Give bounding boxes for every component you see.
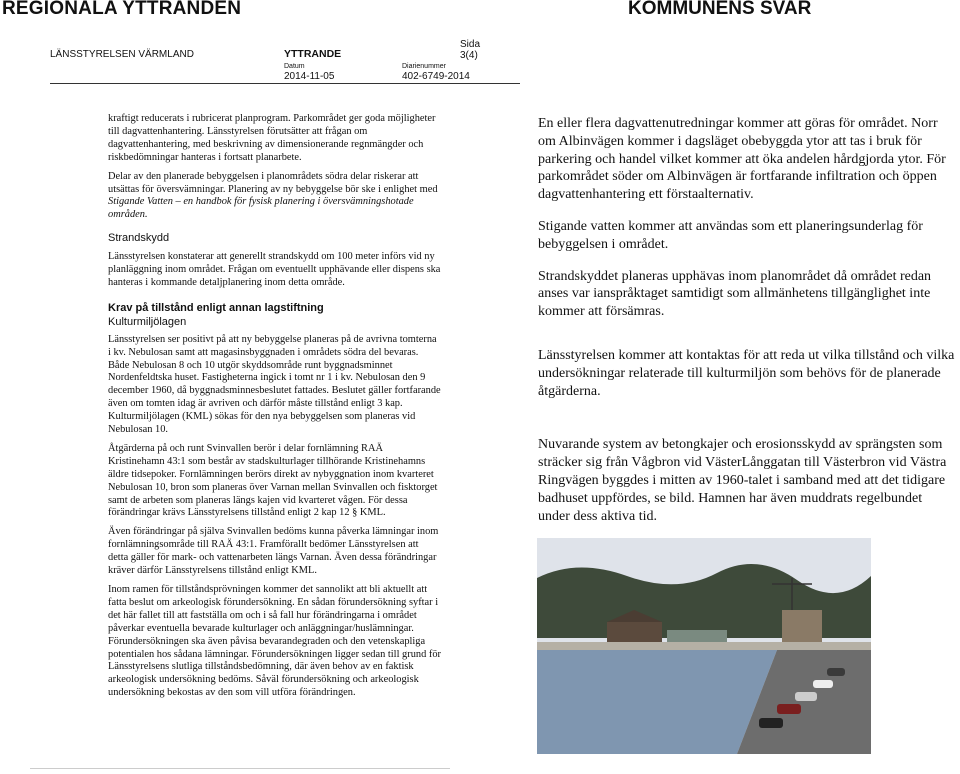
date-label: Datum	[284, 63, 305, 70]
heading-cultural-law: Kulturmiljölagen	[108, 315, 187, 328]
harbour-photo	[537, 538, 871, 754]
response-harbour: Nuvarande system av betongkajer och erosionsskydd av sprängsten som sträcker sig från Vågbron vid VästerLånggatan till Västerbron vid Västra Ringvägen byggdes i mitten av 1960-talet i samband med att det tidigare badhuset uppfördes, se bild. Hamnen har även muddrats regelbundet under dess aktiva tid.	[538, 437, 947, 524]
pier-building	[667, 630, 727, 644]
left-heading: REGIONALA YTTRANDEN	[2, 0, 242, 19]
heading-permits: Krav på tillstånd enligt annan lagstiftning	[108, 301, 324, 314]
paragraph-stormwater: kraftigt reducerats i rubricerat planprogram. Parkområdet ger goda möjligheter till dagvattenhantering. Länsstyrelsen förutsätter att frågan om dagvattenhantering, med beskrivning av dimensionerande regnmängder och riskbedömningar hanteras i fortsatt planarbete.	[108, 113, 436, 163]
harbour-water	[537, 650, 777, 754]
letterhead	[50, 38, 520, 84]
bathhouse-construction	[782, 610, 822, 644]
municipality-response	[538, 115, 956, 539]
heading-strandskydd: Strandskydd	[108, 232, 170, 245]
car	[827, 668, 845, 676]
paragraph-flooding	[108, 171, 441, 223]
car	[759, 718, 783, 728]
car	[777, 704, 801, 714]
paragraph-ancient-remains: Även förändringar på själva Svinvallen bedöms kunna påverka lämningar inom fornlämningsområde till RAÄ 43:1. Framförallt bedömer Länsstyrelsen att detta gäller för mark- och vattenarbeten längs Varnan. Även dessa förändringar kräver därför Länsstyrelsens tillstånd enligt KML.	[108, 526, 439, 577]
warehouse-building	[607, 622, 662, 644]
response-stormwater: En eller flera dagvattenutredningar kommer att göras för området. Norr om Albinvägen kommer i dagsläget obebyggda ytor att tas i bruk för parkering och handel vilket kommer att öka andelen hårdgjorda ytor. För parkområdet söder om Albinvägen är fortfarande infiltration och öppen dagvattenhantering ett förstaalternativ.	[538, 116, 946, 203]
reference-label: Diarienummer	[402, 63, 446, 70]
paragraph-svinvallen: Åtgärderna på och runt Svinvallen berör i delar fornlämning RAÄ Kristinehamn 43:1 som består av stadskulturlager tillhörande Kristinehamns äldre tidsepoker. Fornlämningen berörs direkt av nybyggnation inom kvarteret Nebulosan 10, bron som planeras över Varnan mellan Svinvallen och fisktorget samt de arbeten som planeras längs kajen vid kvarteret vågen. För dessa förändringar krävs Länsstyrelsens tillstånd enligt 2 kap 12 § KML.	[108, 442, 438, 519]
doc-type: YTTRANDE	[284, 48, 342, 60]
org-name: LÄNSSTYRELSEN VÄRMLAND	[50, 49, 194, 60]
footer-rule	[30, 768, 450, 769]
paragraph-archaeology: Inom ramen för tillståndsprövningen kommer det sannolikt att bli aktuellt att fatta beslut om arkeologisk förundersökning. En sådan förundersökning syftar i det här fallet till att fastställa om och i så fall hur förändringarna i området påverkar eventuella bevarade kulturlager och anläggningar/huslämningar. Förundersökningen ska även påvisa bevarandegraden och den vetenskapliga potentialen hos sådana lämningar. Förundersökningen ligger sedan till grund för Länsstyrelsens slutliga tillståndsbedömning, där även behov av en faktisk arkeologisk undersökning bedöms. Såväl förundersökning och arkeologisk undersökning bekostas av den som vill utföra förändringen.	[108, 584, 442, 699]
response-shore-protection: Strandskyddet planeras upphävas inom planområdet då området redan anses var ianspråktaget samtidigt som allmänhetens tillgänglighet inte kommer att försämras.	[538, 268, 932, 320]
authority-statement	[108, 113, 441, 706]
date-value: 2014-11-05	[284, 71, 335, 82]
page-label: Sida	[460, 39, 481, 50]
car	[795, 692, 817, 701]
paragraph-shore-protection: Länsstyrelsen konstaterar att generellt strandskydd om 100 meter införs vid ny planläggning inom området. Frågan om eventuellt upphävande eller dispens ska hanteras i kommande detaljplanering inom detta område.	[108, 251, 441, 288]
handbook-title: Stigande Vatten – en handbok för fysisk planering i översvämningshotade områden.	[108, 196, 414, 221]
response-cultural: Länsstyrelsen kommer att kontaktas för att reda ut vilka tillstånd och vilka undersökningar relaterade till kulturmiljön som behövs för de planerade åtgärderna.	[538, 347, 955, 399]
paragraph-nebulosan: Länsstyrelsen ser positivt på att ny bebyggelse planeras på de avrivna tomterna i kv. Nebulosan samt att magasinsbyggnaden i områdets södra del bevaras. Både Nebulosan 8 och 10 utgör skyddsområde runt byggnadsminnet Nordenfeldtska huset. Fastigheterna ingick i tomt nr 1 i kv. Nebulosan den 9 december 1960, då byggnadsminnesbeslutet fattades. Beslutet gäller fortfarande även om tomten idag är avriven och därför måste tillstånd enligt 3 kap. Kulturmiljölagen (KML) sökas för den nya bebyggelsen som planeras vid Nebulosan 10.	[108, 333, 441, 436]
car	[813, 680, 833, 688]
reference-value: 402-6749-2014	[402, 71, 470, 82]
flooding-text: Delar av den planerade bebyggelsen i planområdets södra delar riskerar att utsättas för översvämningar. Planering av ny bebyggelse bör ske i enlighet med	[108, 170, 438, 195]
quay	[537, 642, 871, 650]
page-number: 3(4)	[460, 50, 478, 61]
response-rising-water: Stigande vatten kommer att användas som ett planeringsunderlag för bebyggelsen i området.	[538, 218, 923, 252]
right-heading: KOMMUNENS SVAR	[628, 0, 812, 19]
